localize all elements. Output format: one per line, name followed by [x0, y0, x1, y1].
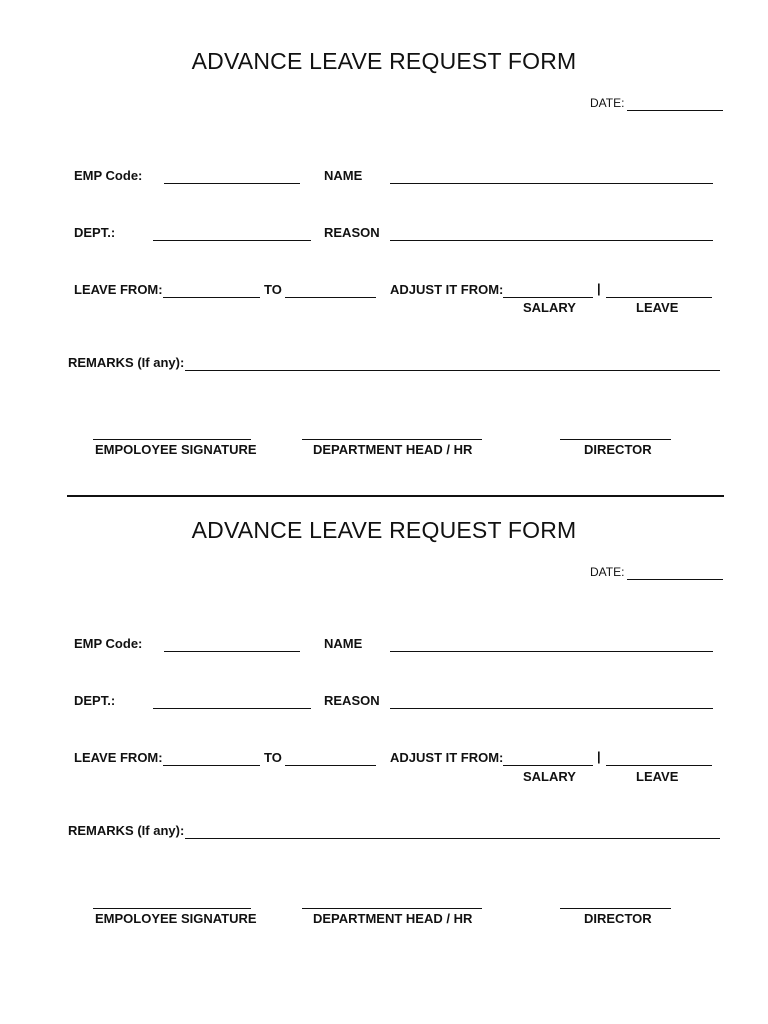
name-field[interactable]: [390, 637, 713, 652]
leave-from-label: LEAVE FROM:: [74, 750, 163, 765]
separator: |: [597, 749, 601, 764]
remarks-field[interactable]: [185, 356, 720, 371]
director-signature-label: DIRECTOR: [584, 442, 652, 457]
emp-code-field[interactable]: [164, 637, 300, 652]
date-label: DATE:: [590, 96, 625, 110]
form-title: ADVANCE LEAVE REQUEST FORM: [191, 517, 577, 543]
leave-label: LEAVE: [636, 769, 679, 784]
reason-field[interactable]: [390, 694, 713, 709]
date-label: DATE:: [590, 565, 625, 579]
salary-field[interactable]: [503, 751, 593, 766]
leave-form-1: [0, 0, 768, 470]
name-label: NAME: [324, 636, 363, 651]
leave-form-2: [0, 468, 768, 938]
director-signature-line[interactable]: [560, 894, 671, 909]
dept-head-signature-label: DEPARTMENT HEAD / HR: [313, 911, 473, 926]
director-signature-line[interactable]: [560, 425, 671, 440]
employee-signature-line[interactable]: [93, 894, 251, 909]
reason-label: REASON: [324, 225, 380, 240]
leave-label: LEAVE: [636, 300, 679, 315]
to-label: TO: [264, 750, 282, 765]
salary-label: SALARY: [523, 300, 576, 315]
remarks-field[interactable]: [185, 824, 720, 839]
remarks-label: REMARKS (If any):: [68, 355, 185, 370]
remarks-label: REMARKS (If any):: [68, 823, 185, 838]
employee-signature-label: EMPOLOYEE SIGNATURE: [95, 911, 257, 926]
dept-field[interactable]: [153, 694, 311, 709]
leave-field[interactable]: [606, 751, 712, 766]
employee-signature-label: EMPOLOYEE SIGNATURE: [95, 442, 257, 457]
separator: |: [597, 281, 601, 296]
leave-from-label: LEAVE FROM:: [74, 282, 163, 297]
leave-from-field[interactable]: [163, 751, 260, 766]
date-field[interactable]: [627, 96, 723, 111]
dept-head-signature-line[interactable]: [302, 894, 482, 909]
dept-label: DEPT.:: [74, 693, 116, 708]
reason-label: REASON: [324, 693, 380, 708]
employee-signature-line[interactable]: [93, 425, 251, 440]
dept-label: DEPT.:: [74, 225, 116, 240]
name-label: NAME: [324, 168, 363, 183]
name-field[interactable]: [390, 169, 713, 184]
leave-to-field[interactable]: [285, 751, 376, 766]
date-field[interactable]: [627, 565, 723, 580]
leave-to-field[interactable]: [285, 283, 376, 298]
director-signature-label: DIRECTOR: [584, 911, 652, 926]
leave-from-field[interactable]: [163, 283, 260, 298]
reason-field[interactable]: [390, 226, 713, 241]
leave-field[interactable]: [606, 283, 712, 298]
adjust-label: ADJUST IT FROM:: [390, 750, 504, 765]
dept-field[interactable]: [153, 226, 311, 241]
adjust-label: ADJUST IT FROM:: [390, 282, 504, 297]
dept-head-signature-line[interactable]: [302, 425, 482, 440]
emp-code-label: EMP Code:: [74, 636, 143, 651]
form-title: ADVANCE LEAVE REQUEST FORM: [191, 48, 577, 74]
salary-label: SALARY: [523, 769, 576, 784]
dept-head-signature-label: DEPARTMENT HEAD / HR: [313, 442, 473, 457]
emp-code-field[interactable]: [164, 169, 300, 184]
emp-code-label: EMP Code:: [74, 168, 143, 183]
salary-field[interactable]: [503, 283, 593, 298]
to-label: TO: [264, 282, 282, 297]
